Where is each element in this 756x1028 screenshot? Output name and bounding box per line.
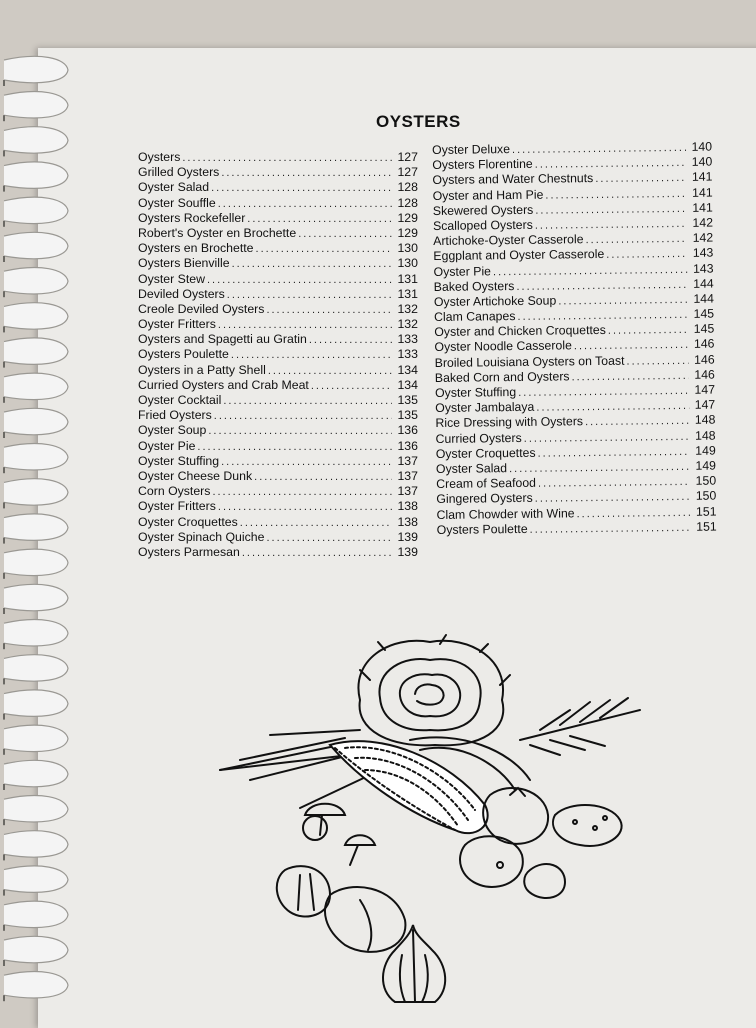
binding-ring	[4, 232, 68, 258]
leader-dots	[585, 233, 687, 246]
page-number: 148	[694, 428, 716, 443]
leader-dots	[535, 491, 691, 505]
page-title: OYSTERS	[376, 112, 461, 131]
page-number: 140	[691, 154, 713, 170]
index-entry	[138, 347, 418, 362]
leader-dots	[218, 319, 392, 331]
leader-dots	[530, 522, 691, 536]
recipe-name: Oyster Salad	[435, 461, 508, 476]
recipe-name: Oyster Spinach Quiche	[138, 529, 265, 544]
leader-dots	[268, 365, 392, 377]
page-number: 142	[692, 215, 714, 230]
page-number: 133	[397, 347, 418, 362]
index-entry	[138, 317, 418, 332]
index-entry	[138, 363, 418, 378]
recipe-name: Oyster Deluxe	[432, 142, 511, 157]
recipe-name: Oyster Stuffing	[138, 453, 220, 468]
index-entry	[138, 332, 418, 347]
leader-dots	[558, 294, 688, 308]
binding-ring	[4, 514, 68, 540]
recipe-name: Baked Oysters	[433, 278, 515, 294]
recipe-name: Scalloped Oysters	[432, 217, 533, 233]
page-number: 139	[397, 529, 418, 544]
leader-dots	[535, 203, 687, 217]
binding-ring	[4, 831, 68, 857]
garlic-icon	[383, 925, 445, 1002]
binding-ring	[4, 655, 68, 681]
recipe-name: Oyster Artichoke Soup	[433, 293, 557, 309]
recipe-name: Oyster Pie	[138, 438, 196, 453]
binding-ring	[4, 479, 68, 505]
recipe-name: Oysters Poulette	[138, 347, 229, 362]
index-entry	[138, 393, 418, 408]
leader-dots	[211, 182, 392, 194]
page-number: 138	[397, 514, 418, 529]
page-number: 129	[397, 225, 418, 240]
page-number: 127	[397, 150, 418, 164]
index-entry	[138, 423, 418, 438]
recipe-name: Curried Oysters and Crab Meat	[138, 377, 309, 392]
leader-dots	[512, 142, 686, 156]
page-number: 128	[397, 195, 418, 210]
onion-icon	[277, 866, 406, 952]
recipe-name: Oyster Souffle	[138, 195, 216, 210]
binding-ring	[4, 549, 68, 575]
leader-dots	[518, 385, 689, 399]
page-number: 147	[694, 382, 716, 397]
recipe-name: Artichoke-Oyster Casserole	[433, 232, 584, 249]
binding-ring	[4, 197, 68, 223]
page-number: 146	[693, 337, 715, 352]
page-number: 145	[693, 321, 715, 337]
binding-ring	[4, 796, 68, 822]
leader-dots	[538, 446, 690, 460]
index-entry	[138, 530, 418, 545]
leader-dots	[232, 258, 392, 270]
leader-dots	[574, 339, 689, 352]
binding-ring	[4, 972, 68, 998]
recipe-name: Baked Corn and Oysters	[434, 369, 570, 385]
index-entry	[138, 484, 418, 499]
leader-dots	[535, 157, 687, 171]
recipe-name: Curried Oysters	[435, 430, 522, 446]
recipe-name: Oyster Croquettes	[435, 445, 536, 461]
page-number: 149	[695, 443, 716, 458]
index-entry	[138, 150, 418, 165]
index-entry	[138, 165, 418, 180]
recipe-name: Oyster Jambalaya	[435, 399, 535, 416]
recipe-name: Oyster Cheese Dunk	[138, 468, 253, 483]
page-number: 130	[397, 241, 418, 256]
page-number: 150	[695, 473, 717, 488]
page-number: 149	[695, 458, 717, 473]
page-number: 127	[397, 165, 418, 180]
cabbage-icon	[358, 635, 510, 745]
index-column-left	[138, 150, 418, 560]
leader-dots	[197, 441, 392, 453]
index-entry	[138, 469, 418, 484]
recipe-name: Oyster Croquettes	[138, 514, 238, 529]
index-column-right	[432, 140, 717, 538]
index-entry	[138, 287, 418, 302]
recipe-name: Oyster and Chicken Croquettes	[434, 323, 606, 340]
binding-ring	[4, 866, 68, 892]
recipe-name: Gingered Oysters	[436, 491, 533, 507]
page-number: 144	[693, 291, 715, 306]
recipe-name: Deviled Oysters	[138, 286, 225, 301]
leader-dots	[208, 425, 392, 437]
leader-dots	[242, 547, 392, 559]
leader-dots	[266, 304, 392, 316]
page-number: 128	[397, 180, 418, 195]
page-number: 143	[692, 261, 714, 276]
recipe-name: Creole Deviled Oysters	[138, 301, 265, 316]
page-number: 137	[397, 468, 418, 483]
corn-icon	[330, 737, 530, 833]
leader-dots	[524, 430, 690, 444]
leader-dots	[266, 532, 392, 544]
recipe-name: Oysters Bienville	[138, 256, 230, 271]
index-entry	[138, 256, 418, 271]
recipe-name: Eggplant and Oyster Casserole	[433, 247, 605, 264]
binding-ring	[4, 584, 68, 610]
binding-ring	[4, 408, 68, 434]
leader-dots	[608, 324, 689, 337]
page-number: 131	[397, 286, 418, 301]
leader-dots	[606, 248, 687, 261]
page-number: 133	[397, 332, 418, 347]
page-number: 141	[692, 185, 713, 200]
leader-dots	[221, 167, 392, 179]
page-number: 134	[397, 377, 418, 392]
page-number: 151	[696, 519, 717, 534]
page-number: 146	[694, 352, 715, 367]
recipe-name: Cream of Seafood	[436, 475, 537, 492]
index-entry	[138, 545, 418, 560]
leader-dots	[218, 501, 392, 513]
index-entry	[138, 211, 418, 226]
recipe-name: Oysters and Water Chestnuts	[432, 171, 594, 188]
binding-ring	[4, 620, 68, 646]
page-number: 146	[694, 367, 715, 382]
leader-dots	[231, 349, 392, 361]
leader-dots	[247, 213, 392, 225]
leader-dots	[221, 456, 392, 468]
recipe-name: Oysters Florentine	[432, 156, 533, 173]
leader-dots	[311, 380, 392, 392]
recipe-name: Oyster Noodle Casserole	[434, 338, 572, 355]
spiral-binding	[0, 0, 70, 1008]
potato-icon	[553, 805, 622, 846]
leader-dots	[214, 410, 392, 422]
herb-sprig-icon	[520, 698, 640, 755]
page-number: 132	[397, 301, 418, 316]
leader-dots	[212, 486, 392, 498]
index-entry	[138, 515, 418, 530]
leader-dots	[571, 370, 688, 383]
recipe-name: Oyster Salad	[138, 180, 210, 195]
leader-dots	[182, 152, 392, 164]
page-number: 136	[397, 438, 418, 453]
page-number: 132	[397, 317, 418, 332]
leader-dots	[309, 334, 392, 346]
page-number: 141	[691, 169, 713, 185]
binding-ring	[4, 92, 68, 118]
recipe-name: Clam Chowder with Wine	[436, 505, 575, 522]
page-number: 142	[692, 230, 714, 245]
recipe-name: Oysters Parmesan	[138, 544, 240, 559]
binding-ring	[4, 444, 68, 470]
recipe-name: Oysters Rockefeller	[138, 210, 246, 225]
recipe-name: Grilled Oysters	[138, 165, 220, 180]
recipe-name: Corn Oysters	[138, 484, 211, 499]
recipe-name: Skewered Oysters	[432, 202, 534, 218]
recipe-name: Oysters in a Patty Shell	[138, 362, 266, 377]
recipe-name: Oysters and Spagetti au Gratin	[138, 332, 307, 347]
leader-dots	[545, 187, 686, 201]
recipe-name: Clam Canapes	[434, 309, 516, 325]
leader-dots	[516, 279, 687, 293]
page-number: 137	[397, 453, 418, 468]
page-number: 131	[397, 271, 418, 286]
leader-dots	[577, 506, 691, 519]
index-entry	[138, 454, 418, 469]
mushroom-icon	[303, 804, 375, 865]
index-entry	[138, 408, 418, 423]
index-entry	[138, 378, 418, 393]
recipe-name: Oyster Pie	[433, 263, 492, 279]
page-number: 145	[693, 306, 715, 321]
recipe-name: Oyster Stuffing	[434, 384, 517, 400]
leader-dots	[538, 476, 690, 490]
recipe-name: Oyster and Ham Pie	[432, 187, 544, 203]
binding-ring	[4, 303, 68, 329]
page-number: 140	[691, 139, 713, 154]
binding-ring	[4, 127, 68, 153]
leader-dots	[585, 415, 690, 428]
leader-dots	[240, 517, 392, 529]
leader-dots	[536, 400, 689, 414]
page-number: 138	[397, 499, 418, 514]
page-number: 147	[694, 397, 716, 412]
leader-dots	[509, 461, 690, 475]
recipe-name: Broiled Louisiana Oysters on Toast	[434, 353, 625, 370]
page-number: 135	[397, 393, 418, 407]
page-number: 134	[397, 362, 418, 377]
binding-ring	[4, 760, 68, 786]
index-entry	[138, 499, 418, 514]
page-number: 136	[397, 423, 418, 438]
binding-ring	[4, 56, 68, 82]
leader-dots	[207, 274, 392, 286]
leader-dots	[218, 198, 392, 210]
leader-dots	[227, 289, 392, 301]
binding-ring	[4, 268, 68, 294]
page-number: 137	[397, 484, 418, 499]
binding-ring	[4, 936, 68, 962]
recipe-name: Oyster Soup	[138, 423, 207, 438]
recipe-name: Oyster Fritters	[138, 499, 216, 514]
recipe-name: Oyster Cocktail	[138, 393, 222, 407]
leader-dots	[517, 309, 688, 323]
page-number: 130	[397, 256, 418, 271]
recipe-name: Oyster Stew	[138, 271, 205, 286]
leader-dots	[595, 172, 686, 185]
binding-ring	[4, 690, 68, 716]
leader-dots	[626, 355, 688, 368]
recipe-name: Oysters	[138, 150, 181, 164]
binding-ring	[4, 901, 68, 927]
leader-dots	[493, 263, 688, 277]
leader-dots	[256, 243, 392, 255]
page-number: 135	[397, 408, 418, 423]
recipe-name: Oysters Poulette	[436, 521, 528, 537]
page-number: 150	[695, 488, 717, 504]
binding-ring	[4, 162, 68, 188]
page-number: 148	[694, 412, 716, 428]
index-entry	[138, 302, 418, 317]
spiral-rings-icon	[0, 0, 70, 1008]
leader-dots	[535, 218, 687, 232]
page-number: 151	[695, 504, 717, 519]
recipe-name: Oyster Fritters	[138, 317, 216, 332]
index-entry	[138, 196, 418, 211]
index-entry	[138, 180, 418, 195]
page-number: 141	[692, 200, 713, 215]
leader-dots	[298, 228, 392, 240]
page-number: 143	[692, 245, 714, 261]
recipe-name: Oysters en Brochette	[138, 241, 254, 256]
page-number: 144	[693, 276, 714, 291]
binding-ring	[4, 338, 68, 364]
index-entry	[138, 241, 418, 256]
leader-dots	[223, 395, 392, 407]
binding-ring	[4, 373, 68, 399]
vegetable-sketch-icon	[210, 630, 670, 1008]
page-number: 139	[397, 544, 418, 559]
page-number: 129	[397, 210, 418, 225]
leader-dots	[254, 471, 392, 483]
recipe-name: Rice Dressing with Oysters	[435, 414, 584, 431]
recipe-name: Robert's Oyster en Brochette	[138, 225, 297, 240]
recipe-name: Fried Oysters	[138, 408, 212, 423]
index-entry	[138, 226, 418, 241]
index-entry	[138, 272, 418, 287]
binding-ring	[4, 725, 68, 751]
index-entry	[138, 439, 418, 454]
